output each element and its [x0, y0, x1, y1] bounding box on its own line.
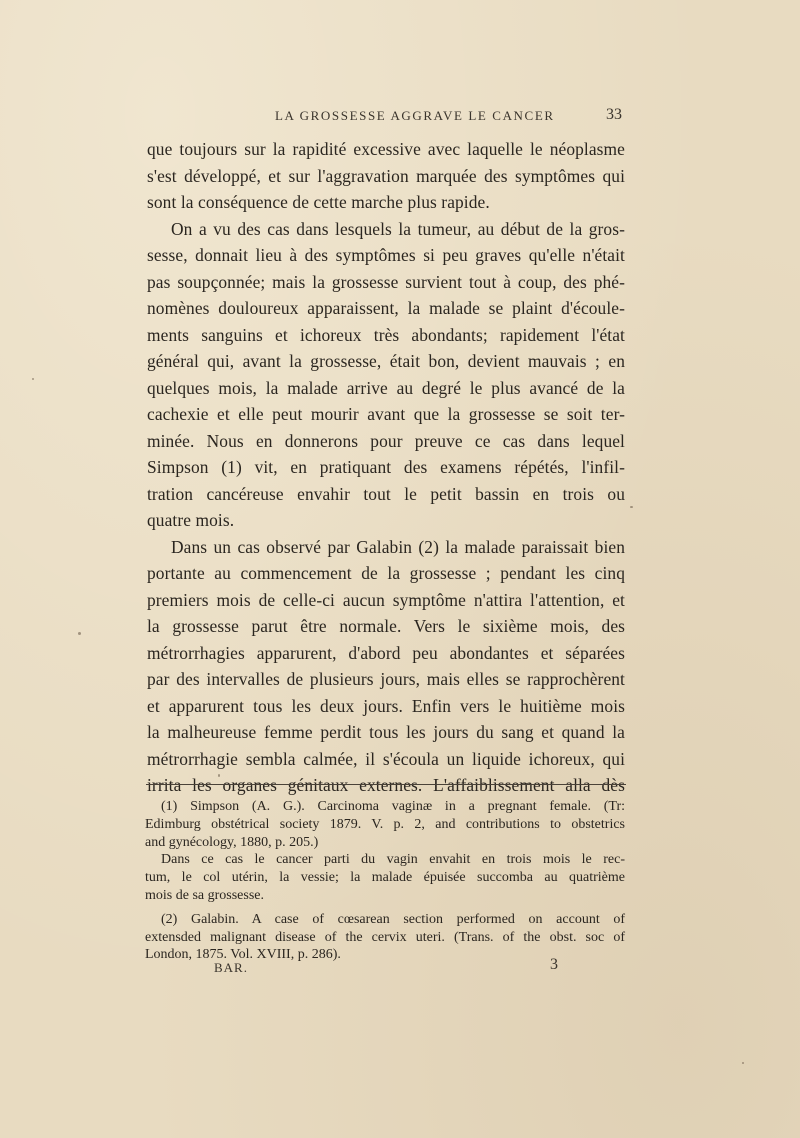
body-line: On a vu des cas dans lesquels la tumeur, au début de la gros-	[171, 218, 625, 239]
footnote-line: mois de sa grossesse.	[145, 887, 264, 903]
footnotes	[145, 798, 625, 964]
body-line: la malheureuse femme perdit tous les jours du sang et quand la	[147, 722, 625, 742]
footnote-line: (2) Galabin. A case of cœsarean section performed on account of	[161, 911, 625, 927]
body-line: métrorrhagie sembla calmée, il s'écoula un liquide ichoreux, qui	[147, 748, 625, 769]
paper-speck	[78, 632, 81, 635]
body-line: sont la conséquence de cette marche plus rapide.	[147, 192, 490, 212]
body-line: métrorrhagies apparurent, d'abord peu abondantes et séparées	[147, 642, 625, 663]
paper-speck	[630, 506, 633, 508]
signature-number: 3	[550, 956, 558, 973]
body-line: pas soupçonnée; mais la grossesse survient tout à coup, des phé-	[147, 271, 625, 292]
body-line: Dans un cas observé par Galabin (2) la malade paraissait bien	[171, 536, 625, 557]
page-number: 33	[606, 106, 622, 123]
paper-speck	[218, 774, 220, 777]
body-line: que toujours sur la rapidité excessive avec laquelle le néoplasme	[147, 139, 625, 159]
footnote-line: and gynécology, 1880, p. 205.)	[145, 834, 319, 850]
body-line: Simpson (1) vit, en pratiquant des examens répétés, l'infil-	[147, 457, 625, 477]
body-line: ments sanguins et ichoreux très abondants; rapidement l'état	[147, 324, 625, 345]
signature-mark: BAR.	[214, 960, 248, 975]
body-line: premiers mois de celle-ci aucun symptôme n'attira l'attention, et	[147, 589, 625, 610]
body-line: quatre mois.	[147, 510, 235, 530]
footnote-line: Edimburg obstétrical society 1879. V. p. 2, and contributions to obstetrics	[145, 816, 625, 832]
body-line: irrita les organes génitaux externes. L'affaiblissement alla dès	[147, 775, 625, 795]
body-line: la grossesse parut être normale. Vers le sixième mois, des	[147, 616, 625, 636]
body-line: tration cancéreuse envahir tout le petit bassin en trois ou	[147, 483, 625, 504]
body-text	[147, 136, 625, 799]
body-line: nomènes douloureux apparaissent, la malade se plaint d'écoule-	[147, 298, 625, 318]
paper-speck	[32, 378, 34, 380]
body-line: s'est développé, et sur l'aggravation marquée des symptômes qui	[147, 165, 625, 186]
body-line: minée. Nous en donnerons pour preuve ce cas dans lequel	[147, 430, 625, 451]
footnote-line: Dans ce cas le cancer parti du vagin envahit en trois mois le rec-	[161, 852, 625, 868]
footnote-line: extensded malignant disease of the cervix uteri. (Trans. of the obst. soc of	[145, 929, 625, 945]
body-line: cachexie et elle peut mourir avant que la grossesse se soit ter-	[147, 404, 625, 424]
body-line: général qui, avant la grossesse, était bon, devient mauvais ; en	[147, 351, 625, 371]
footnote-rule	[146, 784, 626, 785]
body-line: portante au commencement de la grossesse ; pendant les cinq	[147, 563, 625, 583]
body-line: et apparurent tous les deux jours. Enfin vers le huitième mois	[147, 695, 625, 716]
footnote-line: (1) Simpson (A. G.). Carcinoma vaginæ in a pregnant female. (Tr:	[161, 799, 625, 814]
footnote-line: tum, le col utérin, la vessie; la malade épuisée succomba au quatrième	[145, 870, 625, 886]
body-line: par des intervalles de plusieurs jours, mais elles se rapprochèrent	[147, 669, 625, 689]
running-title: LA GROSSESSE AGGRAVE LE CANCER	[275, 108, 555, 123]
body-line: quelques mois, la malade arrive au degré le plus avancé de la	[147, 377, 625, 398]
footnote-line: London, 1875. Vol. XVIII, p. 286).	[145, 947, 341, 963]
paper-speck	[742, 1062, 744, 1064]
body-line: sesse, donnait lieu à des symptômes si peu graves qu'elle n'était	[147, 245, 625, 265]
